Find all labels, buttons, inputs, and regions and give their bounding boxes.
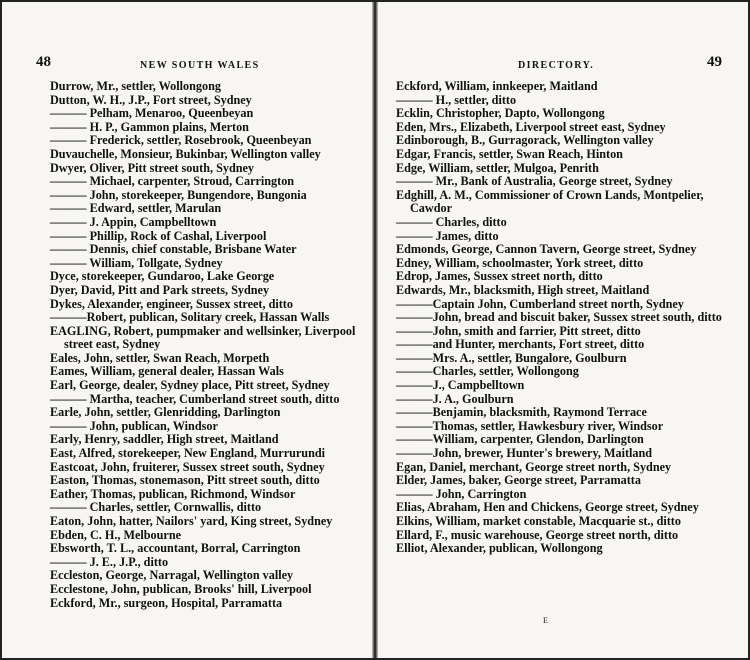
signature-mark: E (543, 616, 548, 625)
directory-entry: Edgar, Francis, settler, Swan Reach, Hinton (396, 146, 623, 161)
directory-entry: Early, Henry, saddler, High street, Maitland (50, 432, 279, 447)
directory-entry: Eather, Thomas, publican, Richmond, Windsor (50, 486, 296, 501)
directory-entry: Earl, George, dealer, Sydney place, Pitt street, Sydney (50, 378, 330, 393)
directory-entry: Elliot, Alexander, publican, Wollongong (396, 541, 603, 556)
directory-entry: Eaton, John, hatter, Nailors' yard, King street, Sydney (50, 514, 333, 528)
directory-entry: Eckford, Mr., surgeon, Hospital, Parramatta (50, 595, 283, 610)
directory-entry: ——— Pelham, Menaroo, Queenbeyan (50, 106, 254, 121)
directory-entries-right (396, 80, 730, 556)
directory-entry: ———Captain John, Cumberland street north, Sydney (396, 296, 684, 311)
directory-entry: ——— H., settler, ditto (396, 92, 517, 107)
directory-entry: Dwyer, Oliver, Pitt street south, Sydney (50, 160, 255, 175)
directory-entry: Durrow, Mr., settler, Wollongong (50, 79, 221, 93)
directory-entry: ———Benjamin, blacksmith, Raymond Terrace (396, 405, 647, 420)
directory-entry: ——— Dennis, chief constable, Brisbane Water (50, 242, 297, 257)
directory-entry: ——— Charles, ditto (396, 214, 507, 229)
directory-entry: Elder, James, baker, George street, Parramatta (396, 473, 641, 488)
directory-entry: ———William, carpenter, Glendon, Darlington (396, 432, 644, 447)
directory-entry: ———J. A., Goulburn (396, 391, 514, 406)
directory-entry: ———John, smith and farrier, Pitt street, ditto (396, 323, 641, 338)
directory-entry: Edney, William, schoolmaster, York street, ditto (396, 255, 644, 270)
directory-entry: ——— J. E., J.P., ditto (50, 554, 169, 569)
directory-entry: ——— Frederick, settler, Rosebrook, Queenbeyan (50, 133, 312, 148)
page-number-right: 49 (707, 54, 722, 70)
directory-entry: ———J., Campbelltown (396, 378, 525, 393)
directory-entry: ——— J. Appin, Campbelltown (50, 214, 217, 229)
directory-entry: Dyer, David, Pitt and Park streets, Sydney (50, 282, 270, 297)
page-number-left: 48 (36, 54, 51, 70)
directory-entry: Eckford, William, innkeeper, Maitland (396, 79, 598, 93)
directory-entry: Eastcoat, John, fruiterer, Sussex street south, Sydney (50, 459, 325, 474)
directory-entry: Dyce, storekeeper, Gundaroo, Lake George (50, 269, 275, 284)
left-page (2, 2, 372, 658)
directory-entries-left (50, 80, 362, 610)
directory-entry: Ecclestone, John, publican, Brooks' hill, Liverpool (50, 581, 312, 596)
directory-entry: ——— James, ditto (396, 228, 499, 243)
directory-entry: ——— John, publican, Windsor (50, 418, 218, 433)
directory-entry: ——— William, Tollgate, Sydney (50, 255, 223, 270)
directory-entry: Edinborough, B., Gurragorack, Wellington valley (396, 133, 654, 148)
directory-entry: Elkins, William, market constable, Macquarie st., ditto (396, 514, 681, 528)
directory-entry: ——— Charles, settler, Cornwallis, ditto (50, 500, 262, 515)
directory-entry: ———Mrs. A., settler, Bungalore, Goulburn (396, 350, 627, 365)
directory-entry: Eames, William, general dealer, Hassan Wals (50, 364, 284, 379)
right-page (378, 2, 748, 658)
directory-entry: ———John, brewer, Hunter's brewery, Maitland (396, 446, 653, 461)
directory-entry: Ebden, C. H., Melbourne (50, 527, 182, 542)
directory-entry: ——— John, storekeeper, Bungendore, Bungonia (50, 187, 307, 202)
directory-entry: ——— Phillip, Rock of Cashal, Liverpool (50, 228, 267, 243)
directory-entry: EAGLING, Robert, pumpmaker and wellsinker, Liverpool street east, Sydney (50, 323, 356, 352)
directory-entry: Edge, William, settler, Mulgoa, Penrith (396, 160, 599, 175)
directory-entry: Edrop, James, Sussex street north, ditto (396, 269, 603, 284)
directory-entry: ——— Edward, settler, Marulan (50, 201, 222, 216)
directory-entry: Ecklin, Christopher, Dapto, Wollongong (396, 106, 605, 121)
directory-entry: Edghill, A. M., Commissioner of Crown Lands, Montpelier, Cawdor (396, 187, 704, 216)
directory-entry: ——— Martha, teacher, Cumberland street south, ditto (50, 391, 340, 406)
directory-entry: ——— Mr., Bank of Australia, George street, Sydney (396, 174, 673, 189)
directory-entry: East, Alfred, storekeeper, New England, Murrurundi (50, 446, 326, 461)
directory-entry: Eden, Mrs., Elizabeth, Liverpool street east, Sydney (396, 119, 666, 134)
directory-entry: Eccleston, George, Narragal, Wellington valley (50, 568, 294, 583)
running-head-right: DIRECTORY. (518, 60, 595, 71)
directory-entry: Duvauchelle, Monsieur, Bukinbar, Wellington valley (50, 146, 321, 161)
running-head-left: NEW SOUTH WALES (140, 60, 260, 71)
directory-entry: Easton, Thomas, stonemason, Pitt street south, ditto (50, 473, 320, 488)
directory-entry: Dutton, W. H., J.P., Fort street, Sydney (50, 92, 252, 107)
directory-entry: Earle, John, settler, Glenridding, Darlington (50, 405, 281, 420)
directory-entry: ——— H. P., Gammon plains, Merton (50, 119, 249, 134)
directory-entry: Elias, Abraham, Hen and Chickens, George street, Sydney (396, 500, 699, 515)
directory-entry: Dykes, Alexander, engineer, Sussex street, ditto (50, 296, 293, 311)
directory-entry: ———Robert, publican, Solitary creek, Hassan Walls (50, 310, 330, 325)
directory-entry: ———and Hunter, merchants, Fort street, ditto (396, 337, 645, 352)
directory-entry: Edmonds, George, Cannon Tavern, George street, Sydney (396, 242, 697, 257)
directory-entry: Ellard, F., music warehouse, George street north, ditto (396, 527, 679, 542)
directory-entry: Egan, Daniel, merchant, George street north, Sydney (396, 459, 672, 474)
directory-entry: Ebsworth, T. L., accountant, Borral, Carrington (50, 541, 301, 556)
directory-entry: ———Thomas, settler, Hawkesbury river, Windsor (396, 418, 664, 433)
directory-entry: ———John, bread and biscuit baker, Sussex street south, ditto (396, 310, 722, 325)
directory-entry: Edwards, Mr., blacksmith, High street, Maitland (396, 282, 650, 297)
directory-entry: ———Charles, settler, Wollongong (396, 364, 579, 379)
directory-entry: ——— John, Carrington (396, 486, 527, 501)
directory-entry: ——— Michael, carpenter, Stroud, Carrington (50, 174, 295, 189)
directory-entry: Eales, John, settler, Swan Reach, Morpeth (50, 350, 270, 365)
